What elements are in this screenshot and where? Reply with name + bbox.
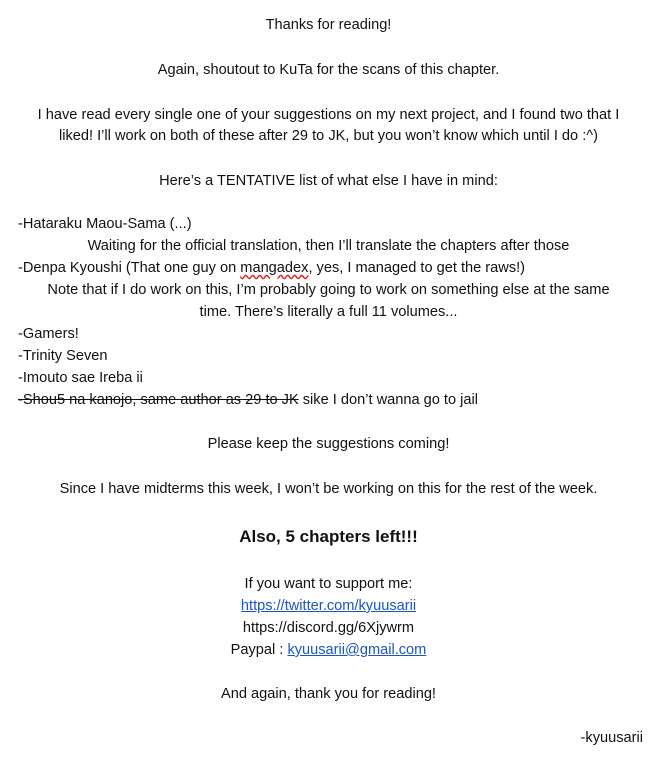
- paypal-line: [0, 641, 657, 659]
- signature: -kyuusarii: [580, 730, 643, 746]
- suggestions-line-2: liked! I’ll work on both of these after 29 to JK, but you won’t know which until I do :^): [59, 128, 598, 144]
- denpa-text-a: -Denpa Kyoushi (That one guy on: [18, 260, 241, 276]
- list-item-denpa: [18, 259, 648, 277]
- thanks-header: Thanks for reading!: [265, 17, 392, 33]
- paypal-label: Paypal :: [230, 642, 288, 658]
- midterms-note: Since I have midterms this week, I won’t be working on this for the rest of the week.: [59, 481, 598, 497]
- list-item-hataraku: -Hataraku Maou-Sama (...): [18, 216, 192, 232]
- list-note-hataraku: Waiting for the official translation, then I’ll translate the chapters after those: [87, 238, 570, 254]
- list-note-denpa-2: time. There’s literally a full 11 volumes...: [199, 304, 458, 320]
- list-item-gamers: -Gamers!: [18, 326, 79, 342]
- suggestions-line-1: I have read every single one of your suggestions on my next project, and I found two that I: [37, 107, 620, 123]
- keep-suggestions: Please keep the suggestions coming!: [207, 436, 450, 452]
- mangadex-word: mangadex: [240, 260, 309, 276]
- shou5-struck-text: -Shou5 na kanojo, same author as 29 to JK: [18, 392, 299, 408]
- list-note-denpa-1: Note that if I do work on this, I’m probably going to work on something else at the same: [47, 282, 610, 298]
- twitter-link[interactable]: https://twitter.com/kyuusarii: [240, 598, 417, 614]
- list-intro: Here’s a TENTATIVE list of what else I have in mind:: [159, 173, 498, 189]
- thanks-again: And again, thank you for reading!: [220, 686, 436, 702]
- list-item-trinity: -Trinity Seven: [18, 348, 108, 364]
- support-intro: If you want to support me:: [244, 576, 413, 592]
- list-item-imouto: -Imouto sae Ireba ii: [18, 370, 143, 386]
- twitter-link-line: [0, 597, 657, 615]
- shou5-rest-text: sike I don’t wanna go to jail: [298, 392, 478, 408]
- denpa-text-c: , yes, I managed to get the raws!): [308, 260, 526, 276]
- paypal-email-link[interactable]: kyuusarii@gmail.com: [287, 642, 427, 658]
- discord-link: https://discord.gg/6Xjywrm: [242, 620, 415, 636]
- list-item-shou5: [18, 391, 648, 409]
- shoutout-text: Again, shoutout to KuTa for the scans of this chapter.: [157, 62, 500, 78]
- chapters-left-heading: Also, 5 chapters left!!!: [239, 527, 418, 546]
